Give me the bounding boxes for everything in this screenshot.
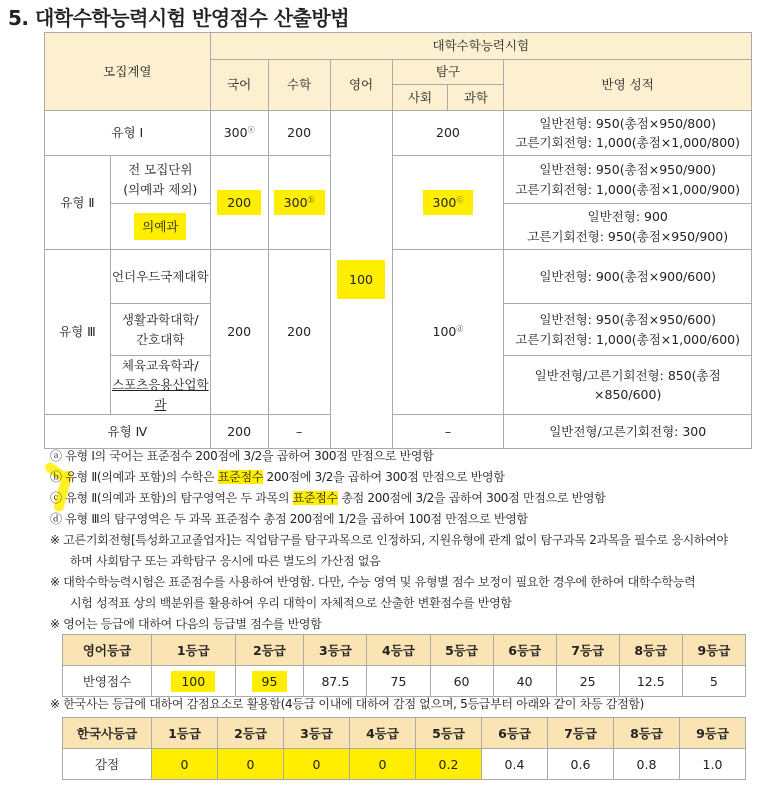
notes-section: [50, 446, 750, 635]
eng-grade: 8등급: [619, 635, 682, 666]
type4-korean: 200: [210, 415, 268, 449]
history-grade-header: 한국사등급: [63, 718, 152, 749]
type2-inquiry: 300ⓒ: [392, 156, 504, 250]
note-f1: ※ 대학수학능력시험은 표준점수를 사용하여 반영함. 다만, 수능 영역 및 유형별 점수 보정이 필요한 경우에 한하여 대학수학능력: [50, 575, 696, 589]
english-grade-header: 영어등급: [63, 635, 152, 666]
eng-score: 60: [430, 666, 493, 697]
note-h: ※ 한국사는 등급에 대하여 감점요소로 활용함(4등급 이내에 대하여 감점 없으며, 5등급부터 아래와 같이 차등 감점함): [50, 697, 645, 711]
type3-sub3: 체육교육학과/ 스포츠응용산업학과: [110, 356, 210, 415]
type1-label: 유형 Ⅰ: [45, 111, 211, 156]
hist-grade: 1등급: [152, 718, 218, 749]
hist-value: 0: [152, 749, 218, 780]
header-math: 수학: [268, 60, 330, 111]
type3-result1: 일반전형: 900(총점×900/600): [504, 250, 752, 304]
type3-label: 유형 Ⅲ: [45, 250, 111, 415]
hist-value: 0.8: [614, 749, 680, 780]
type4-result: 일반전형/고른기회전형: 300: [504, 415, 752, 449]
eng-grade: 1등급: [152, 635, 236, 666]
type3-inquiry: 100ⓓ: [392, 250, 504, 415]
hist-grade: 2등급: [218, 718, 284, 749]
eng-score: 75: [367, 666, 430, 697]
hist-grade: 6등급: [482, 718, 548, 749]
type2-label: 유형 Ⅱ: [45, 156, 111, 250]
english-value: 100: [337, 260, 385, 299]
eng-score: 100: [152, 666, 236, 697]
hist-grade: 9등급: [680, 718, 746, 749]
type1-math: 200: [268, 111, 330, 156]
history-note-wrap: [50, 694, 750, 715]
eng-grade: 2등급: [235, 635, 304, 666]
eng-score: 5: [682, 666, 745, 697]
eng-grade: 9등급: [682, 635, 745, 666]
type2-result1: 일반전형: 950(총점×950/900) 고른기회전형: 1,000(총점×1,000/900): [504, 156, 752, 204]
hist-value: 0: [284, 749, 350, 780]
note-e1: ※ 고른기회전형[특성화고교졸업자]는 직업탐구를 탐구과목으로 인정하되, 지원유형에 관계 없이 탐구과목 2과목을 필수로 응시하여야: [50, 533, 728, 547]
note-e2: 하며 사회탐구 또는 과학탐구 응시에 따른 별도의 가산점 없음: [70, 554, 381, 568]
eng-score: 12.5: [619, 666, 682, 697]
hist-grade: 3등급: [284, 718, 350, 749]
type1-inquiry: 200: [392, 111, 504, 156]
history-grade-table: [62, 717, 746, 780]
type4-inquiry: –: [392, 415, 504, 449]
type1-result: 일반전형: 950(총점×950/800) 고른기회전형: 1,000(총점×1,000/800): [504, 111, 752, 156]
hist-value: 0.4: [482, 749, 548, 780]
hist-grade: 7등급: [548, 718, 614, 749]
header-result: 반영 성적: [504, 60, 752, 111]
type1-korean: 300ⓐ: [210, 111, 268, 156]
eng-grade: 5등급: [430, 635, 493, 666]
eng-grade: 3등급: [304, 635, 367, 666]
eng-grade: 6등급: [493, 635, 556, 666]
note-c: ⓒ 유형 Ⅱ(의예과 포함)의 탐구영역은 두 과목의 표준점수 총점 200점에 3/2을 곱하여 300점 만점으로 반영함: [50, 491, 606, 505]
english-grade-table: [62, 634, 746, 697]
hist-value: 0: [350, 749, 416, 780]
note-d: ⓓ 유형 Ⅲ의 탐구영역은 두 과목 표준점수 총점 200점에 1/2을 곱하여 100점 만점으로 반영함: [50, 512, 528, 526]
english-cell: [330, 111, 392, 449]
note-b: ⓑ 유형 Ⅱ(의예과 포함)의 수학은 표준점수 200점에 3/2을 곱하여 300점 만점으로 반영함: [50, 470, 505, 484]
header-inquiry: 탐구: [392, 60, 504, 85]
type2-sub1: 전 모집단위 (의예과 제외): [110, 156, 210, 204]
type4-math: –: [268, 415, 330, 449]
type3-korean: 200: [210, 250, 268, 415]
type2-korean: 200: [210, 156, 268, 250]
type4-label: 유형 Ⅳ: [45, 415, 211, 449]
type3-sub1: 언더우드국제대학: [110, 250, 210, 304]
header-exam: 대학수학능력시험: [210, 33, 751, 60]
type2-sub2: 의예과: [110, 204, 210, 250]
note-a: ⓐ 유형 Ⅰ의 국어는 표준점수 200점에 3/2을 곱하여 300점 만점으로 반영함: [50, 449, 434, 463]
eng-score: 40: [493, 666, 556, 697]
header-social: 사회: [392, 85, 448, 111]
hist-value: 0: [218, 749, 284, 780]
eng-score: 25: [556, 666, 619, 697]
type3-sub2: 생활과학대학/ 간호대학: [110, 304, 210, 356]
eng-grade: 4등급: [367, 635, 430, 666]
note-g: ※ 영어는 등급에 대하여 다음의 등급별 점수를 반영함: [50, 617, 322, 631]
eng-score: 95: [235, 666, 304, 697]
english-score-label: 반영점수: [63, 666, 152, 697]
hist-grade: 4등급: [350, 718, 416, 749]
hist-value: 1.0: [680, 749, 746, 780]
page-title: 5. 대학수학능력시험 반영점수 산출방법: [8, 6, 350, 30]
eng-grade: 7등급: [556, 635, 619, 666]
type3-math: 200: [268, 250, 330, 415]
hist-grade: 8등급: [614, 718, 680, 749]
hist-grade: 5등급: [416, 718, 482, 749]
header-english: 영어: [330, 60, 392, 111]
header-science: 과학: [448, 85, 504, 111]
score-table: [44, 32, 752, 449]
type3-result2: 일반전형: 950(총점×950/600) 고른기회전형: 1,000(총점×1,000/600): [504, 304, 752, 356]
type2-math: 300ⓑ: [268, 156, 330, 250]
header-group: 모집계열: [45, 33, 211, 111]
type3-result3: 일반전형/고른기회전형: 850(총점×850/600): [504, 356, 752, 415]
eng-score: 87.5: [304, 666, 367, 697]
note-f2: 시험 성적표 상의 백분위를 활용하여 우리 대학이 자체적으로 산출한 변환점수를 반영함: [70, 596, 512, 610]
history-deduct-label: 감점: [63, 749, 152, 780]
hist-value: 0.2: [416, 749, 482, 780]
type2-result2: 일반전형: 900 고른기회전형: 950(총점×950/900): [504, 204, 752, 250]
header-korean: 국어: [210, 60, 268, 111]
hist-value: 0.6: [548, 749, 614, 780]
